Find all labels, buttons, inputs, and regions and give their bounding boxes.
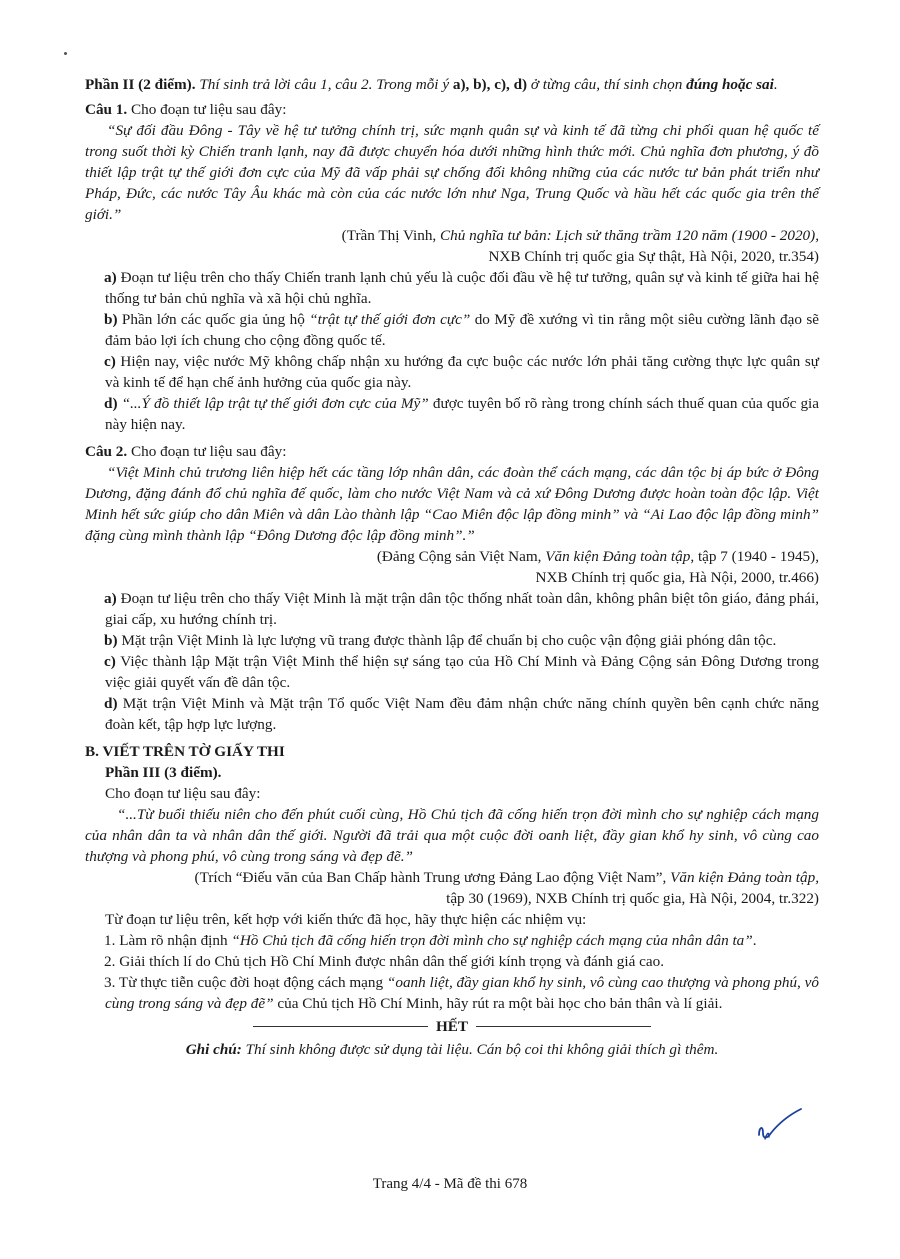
task-1-quote: “Hồ Chủ tịch đã cống hiến trọn đời mình cho sự nghiệp cách mạng của nhân dân ta” bbox=[231, 932, 753, 949]
q1-option-b-pre: Phần lớn các quốc gia ủng hộ bbox=[117, 311, 310, 328]
q1-option-c-letter: c) bbox=[104, 353, 116, 370]
q2-intro bbox=[85, 441, 819, 462]
q2-option-b-letter: b) bbox=[104, 632, 118, 649]
q2-option-d-text: Mặt trận Việt Minh và Mặt trận Tổ quốc Việt Nam đều đảm nhận chức năng chính quyền bên cạnh chức năng đoàn kết, tập hợp lực lượng. bbox=[105, 695, 819, 733]
task-3 bbox=[105, 972, 819, 1014]
task-1-pre: 1. Làm rõ nhận định bbox=[104, 932, 232, 949]
task-1-post: . bbox=[752, 932, 757, 949]
end-mark bbox=[85, 1016, 819, 1037]
task-2: 2. Giải thích lí do Chủ tịch Hồ Chí Minh được nhân dân thế giới kính trọng và đánh giá cao. bbox=[104, 953, 664, 970]
end-rule-right bbox=[476, 1026, 651, 1027]
note-text: Thí sinh không được sử dụng tài liệu. Cán bộ coi thi không giải thích gì thêm. bbox=[241, 1041, 719, 1058]
q2-option-a-text: Đoạn tư liệu trên cho thấy Việt Minh là mặt trận dân tộc thống nhất toàn dân, không phân biệt tôn giáo, đảng phái, giai cấp, xu hướng chính trị. bbox=[105, 590, 819, 628]
task-3-quote: “oanh liệt, đầy gian khổ hy sinh, vô cùng cao thượng và phong phú, vô cùng trong sáng và đẹp đẽ” bbox=[105, 974, 819, 1012]
part3-quote: “...Từ buổi thiếu niên cho đến phút cuối cùng, Hồ Chủ tịch đã cống hiến trọn đời mình cho sự nghiệp cách mạng của nhân dân ta và nhân dân thế giới. Người đã trải qua một cuộc đời oanh liệt, đầy gian khổ hy sinh, vô cùng cao thượng và phong phú, vô cùng trong sáng và đẹp đẽ.” bbox=[85, 806, 819, 865]
part2-options-letters: a), b), c), d) bbox=[452, 76, 528, 93]
q1-source bbox=[85, 225, 819, 246]
part2-instruction-2: ở từng câu, thí sinh chọn bbox=[527, 76, 687, 93]
q2-option-c-text: Việc thành lập Mặt trận Việt Minh thể hiện sự sáng tạo của Hồ Chí Minh và Đảng Cộng sản Đông Dương trong việc giải quyết vấn đề dân tộc. bbox=[105, 653, 819, 691]
scan-speck bbox=[64, 52, 67, 55]
part2-end-dot: . bbox=[773, 76, 778, 93]
end-rule-left bbox=[253, 1026, 428, 1027]
q2-option-a bbox=[105, 588, 819, 630]
task-1 bbox=[105, 930, 819, 951]
part3-heading: Phần III (3 điểm). bbox=[105, 764, 222, 781]
q2-source bbox=[85, 546, 819, 567]
part2-true-false: đúng hoặc sai bbox=[686, 76, 774, 93]
q1-option-b-post: do Mỹ đề xướng vì tin rằng một siêu cường lãnh đạo sẽ đảm bảo lợi ích chung cho cộng đồng quốc tế. bbox=[105, 311, 819, 349]
page-footer: Trang 4/4 - Mã đề thi 678 bbox=[372, 1176, 528, 1192]
q2-source-line2: NXB Chính trị quốc gia, Hà Nội, 2000, tr.466) bbox=[535, 569, 819, 586]
end-mark-text: HẾT bbox=[435, 1018, 469, 1035]
q1-option-d-quoted: “...Ý đồ thiết lập trật tự thế giới đơn cực của Mỹ” bbox=[121, 395, 429, 412]
q2-label: Câu 2. bbox=[85, 443, 128, 460]
q2-source-author: (Đảng Cộng sản Việt Nam, bbox=[376, 548, 546, 565]
q1-label: Câu 1. bbox=[85, 101, 128, 118]
part3-source-line2: tập 30 (1969), NXB Chính trị quốc gia, Hà Nội, 2004, tr.322) bbox=[446, 890, 819, 907]
q2-option-c-letter: c) bbox=[104, 653, 116, 670]
part2-heading: Phần II (2 điểm). bbox=[85, 76, 196, 93]
q1-option-a bbox=[105, 267, 819, 309]
note bbox=[85, 1039, 819, 1060]
q2-source-rest: , tập 7 (1940 - 1945), bbox=[690, 548, 819, 565]
part2-instructions bbox=[85, 74, 819, 95]
task-3-pre: 3. Từ thực tiễn cuộc đời hoạt động cách mạng bbox=[104, 974, 387, 991]
q1-option-a-text: Đoạn tư liệu trên cho thấy Chiến tranh lạnh chủ yếu là cuộc đối đầu về hệ tư tưởng, quân sự và kinh tế giữa hai hệ thống tư bản chủ nghĩa và xã hội chủ nghĩa. bbox=[105, 269, 819, 307]
q1-source-title: Chủ nghĩa tư bản: Lịch sử thăng trầm 120 năm (1900 - 2020), bbox=[440, 227, 819, 244]
handwritten-signature bbox=[745, 1105, 805, 1145]
task-3-post: của Chủ tịch Hồ Chí Minh, hãy rút ra một bài học cho bản thân và lí giải. bbox=[273, 995, 723, 1012]
q1-quote: “Sự đối đầu Đông - Tây về hệ tư tưởng chính trị, sức mạnh quân sự và kinh tế đã từng chi phối quan hệ quốc tế trong suốt thời kỳ Chiến tranh lạnh, nay đã được chuyển hóa dưới những hình thức mới. Chủ nghĩa đơn phương, ý đồ thiết lập trật tự thế giới đơn cực của Mỹ đã vấp phải sự chống đối không những của các nước tư bản phát triển như Pháp, Đức, các nước Tây Âu khác mà còn của các nước lớn như Nga, Trung Quốc và hầu hết các quốc gia trên thế giới.” bbox=[85, 122, 819, 223]
part3-source-pre: (Trích “Điếu văn của Ban Chấp hành Trung ương Đảng Lao động Việt Nam”, bbox=[194, 869, 671, 886]
q1-source-line2: NXB Chính trị quốc gia Sự thật, Hà Nội, 2020, tr.354) bbox=[488, 248, 819, 265]
part2-instruction-1: Thí sinh trả lời câu 1, câu 2. Trong mỗi ý bbox=[195, 76, 453, 93]
q1-option-d bbox=[105, 393, 819, 435]
q2-option-d-letter: d) bbox=[104, 695, 118, 712]
exam-page bbox=[85, 74, 819, 1060]
q2-source-title: Văn kiện Đảng toàn tập bbox=[545, 548, 691, 565]
q1-option-b-quoted: “trật tự thế giới đơn cực” bbox=[309, 311, 471, 328]
q1-intro-text: Cho đoạn tư liệu sau đây: bbox=[127, 101, 287, 118]
part3-intro: Cho đoạn tư liệu sau đây: bbox=[105, 785, 261, 802]
q1-option-a-letter: a) bbox=[104, 269, 117, 286]
part3-source bbox=[85, 867, 819, 888]
q1-intro bbox=[85, 99, 819, 120]
q1-option-c-text: Hiện nay, việc nước Mỹ không chấp nhận xu hướng đa cực buộc các nước lớn phải tăng cường thực lực quân sự và kinh tế để hạn chế ảnh hưởng của quốc gia này. bbox=[105, 353, 819, 391]
q2-intro-text: Cho đoạn tư liệu sau đây: bbox=[127, 443, 287, 460]
note-label: Ghi chú: bbox=[185, 1041, 242, 1058]
q1-option-c bbox=[105, 351, 819, 393]
q1-option-d-letter: d) bbox=[104, 395, 118, 412]
q2-option-c bbox=[105, 651, 819, 693]
q2-option-b-text: Mặt trận Việt Minh là lực lượng vũ trang được thành lập để chuẩn bị cho cuộc vận động giải phóng dân tộc. bbox=[117, 632, 777, 649]
q2-option-a-letter: a) bbox=[104, 590, 117, 607]
part3-source-title: Văn kiện Đảng toàn tập, bbox=[670, 869, 819, 886]
q2-quote: “Việt Minh chủ trương liên hiệp hết các tầng lớp nhân dân, các đoàn thể cách mạng, các dân tộc bị áp bức ở Đông Dương, đặng đánh đổ chủ nghĩa đế quốc, làm cho nước Việt Nam và cả xứ Đông Dương được hoàn toàn độc lập. Việt Minh hết sức giúp cho dân Miên và dân Lào thành lập “Cao Miên độc lập đồng minh” và “Ai Lao độc lập đồng minh” đặng cùng mình thành lập “Đông Dương độc lập đồng minh”.” bbox=[85, 464, 819, 544]
section-b-heading: B. VIẾT TRÊN TỜ GIẤY THI bbox=[85, 743, 285, 760]
task-intro: Từ đoạn tư liệu trên, kết hợp với kiến thức đã học, hãy thực hiện các nhiệm vụ: bbox=[105, 911, 587, 928]
q1-option-d-post: được tuyên bố rõ ràng trong chính sách thuế quan của quốc gia này hiện nay. bbox=[105, 395, 820, 433]
q2-option-b bbox=[105, 630, 819, 651]
q2-option-d bbox=[105, 693, 819, 735]
q1-option-b bbox=[105, 309, 819, 351]
q1-option-b-letter: b) bbox=[104, 311, 118, 328]
q1-source-author: (Trần Thị Vinh, bbox=[341, 227, 441, 244]
